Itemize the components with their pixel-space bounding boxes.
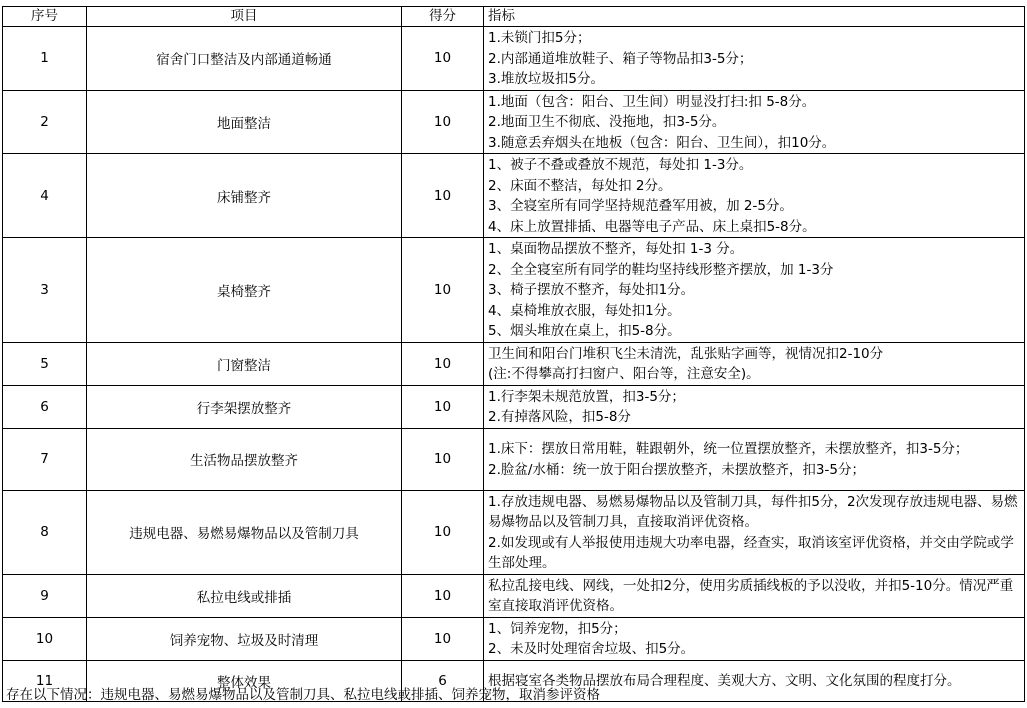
row-score: 10 bbox=[402, 154, 484, 238]
header-score: 得分 bbox=[402, 7, 484, 27]
row-item: 地面整洁 bbox=[87, 90, 402, 154]
row-criteria bbox=[484, 385, 1025, 428]
header-no: 序号 bbox=[3, 7, 87, 27]
criteria-line: 4、床上放置排插、电器等电子产品、床上桌扣5-8分。 bbox=[488, 218, 816, 235]
row-number: 11 bbox=[3, 660, 87, 701]
row-number: 9 bbox=[3, 574, 87, 617]
row-criteria bbox=[484, 342, 1025, 385]
table-body bbox=[3, 27, 1025, 702]
criteria-line: (注:不得攀高打扫窗户、阳台等，注意安全)。 bbox=[488, 366, 760, 382]
row-criteria bbox=[484, 27, 1025, 91]
row-number: 1 bbox=[3, 27, 87, 91]
criteria-line: 5、烟头堆放在桌上，扣5-8分。 bbox=[488, 323, 681, 339]
criteria-line: 2、床面不整洁，每处扣 2分。 bbox=[488, 177, 672, 194]
table-row bbox=[3, 342, 1025, 385]
row-criteria bbox=[484, 574, 1025, 617]
criteria-line: 1.未锁门扣5分； bbox=[488, 30, 591, 46]
row-criteria bbox=[484, 428, 1025, 490]
criteria-line: 2.如发现或有人举报使用违规大功率电器，经查实，取消该室评优资格，并交由学院或学生部处理。 bbox=[488, 534, 1014, 571]
criteria-line: 4、桌椅堆放衣服，每处扣1分。 bbox=[488, 302, 681, 319]
row-item: 生活物品摆放整齐 bbox=[87, 428, 402, 490]
row-number: 5 bbox=[3, 342, 87, 385]
row-criteria bbox=[484, 90, 1025, 154]
row-criteria bbox=[484, 238, 1025, 343]
row-number: 2 bbox=[3, 90, 87, 154]
row-score: 10 bbox=[402, 27, 484, 91]
row-criteria bbox=[484, 490, 1025, 574]
row-number: 6 bbox=[3, 385, 87, 428]
footer-note: 存在以下情况：违规电器、易燃易爆物品以及管制刀具、私拉电线或排插、饲养宠物，取消参评资格 bbox=[6, 687, 600, 703]
row-criteria bbox=[484, 617, 1025, 660]
criteria-line: 3.堆放垃圾扣5分。 bbox=[488, 71, 604, 87]
criteria-line: 3.随意丢弃烟头在地板（包含：阳台、卫生间），扣10分。 bbox=[488, 134, 836, 151]
criteria-line: 2.脸盆/水桶：统一放于阳台摆放整齐，未摆放整齐，扣3-5分； bbox=[488, 461, 865, 478]
row-number: 8 bbox=[3, 490, 87, 574]
row-item: 宿舍门口整洁及内部通道畅通 bbox=[87, 27, 402, 91]
criteria-line: 1.行李架未规范放置，扣3-5分； bbox=[488, 388, 685, 405]
criteria-line: 3、椅子摆放不整齐，每处扣1分。 bbox=[488, 282, 695, 298]
criteria-line: 1.存放违规电器、易燃易爆物品以及管制刀具，每件扣5分，2次发现存放违规电器、易燃易爆物品以及管制刀具，直接取消评优资格。 bbox=[488, 493, 1018, 530]
criteria-line: 2.内部通道堆放鞋子、箱子等物品扣3-5分； bbox=[488, 50, 753, 67]
table-row bbox=[3, 385, 1025, 428]
criteria-line: 根据寝室各类物品摆放布局合理程度、美观大方、文明、文化氛围的程度打分。 bbox=[488, 672, 961, 689]
row-item: 私拉电线或排插 bbox=[87, 574, 402, 617]
scoring-table bbox=[2, 6, 1025, 702]
row-item: 桌椅整齐 bbox=[87, 238, 402, 343]
row-number: 7 bbox=[3, 428, 87, 490]
row-score: 10 bbox=[402, 617, 484, 660]
row-score: 10 bbox=[402, 385, 484, 428]
row-item: 床铺整齐 bbox=[87, 154, 402, 238]
table-row bbox=[3, 90, 1025, 154]
row-item: 整体效果 bbox=[87, 660, 402, 701]
header-item: 项目 bbox=[87, 7, 402, 27]
criteria-line: 2.地面卫生不彻底、没拖地，扣3-5分。 bbox=[488, 114, 726, 130]
criteria-line: 1、桌面物品摆放不整齐，每处扣 1-3 分。 bbox=[488, 241, 744, 257]
row-score: 6 bbox=[402, 660, 484, 701]
table-row bbox=[3, 574, 1025, 617]
criteria-line: 2.有掉落风险，扣5-8分 bbox=[488, 409, 631, 425]
row-item: 行李架摆放整齐 bbox=[87, 385, 402, 428]
row-number: 10 bbox=[3, 617, 87, 660]
criteria-line: 1、饲养宠物，扣5分； bbox=[488, 620, 627, 637]
header-criteria: 指标 bbox=[484, 7, 1025, 27]
row-criteria bbox=[484, 154, 1025, 238]
row-number: 3 bbox=[3, 238, 87, 343]
header-row bbox=[3, 7, 1025, 27]
criteria-line: 2、全全寝室所有同学的鞋均坚持线形整齐摆放，加 1-3分 bbox=[488, 261, 834, 278]
criteria-line: 私拉乱接电线、网线，一处扣2分，使用劣质插线板的予以没收，并扣5-10分。情况严重室直接取消评优资格。 bbox=[488, 577, 1014, 614]
criteria-line: 卫生间和阳台门堆积飞尘未清洗，乱张贴字画等，视情况扣2-10分 bbox=[488, 345, 884, 362]
table-row bbox=[3, 238, 1025, 343]
table-row bbox=[3, 27, 1025, 91]
table-row bbox=[3, 490, 1025, 574]
row-score: 10 bbox=[402, 490, 484, 574]
criteria-line: 3、全寝室所有同学坚持规范叠军用被，加 2-5分。 bbox=[488, 198, 793, 214]
row-item: 违规电器、易燃易爆物品以及管制刀具 bbox=[87, 490, 402, 574]
table-row bbox=[3, 428, 1025, 490]
row-item: 饲养宠物、垃圾及时清理 bbox=[87, 617, 402, 660]
row-score: 10 bbox=[402, 90, 484, 154]
table-row bbox=[3, 154, 1025, 238]
table-row bbox=[3, 617, 1025, 660]
criteria-line: 1、被子不叠或叠放不规范，每处扣 1-3分。 bbox=[488, 157, 753, 173]
row-score: 10 bbox=[402, 428, 484, 490]
criteria-line: 1.地面（包含：阳台、卫生间）明显没打扫:扣 5-8分。 bbox=[488, 93, 816, 110]
row-item: 门窗整洁 bbox=[87, 342, 402, 385]
row-score: 10 bbox=[402, 238, 484, 343]
row-score: 10 bbox=[402, 574, 484, 617]
row-score: 10 bbox=[402, 342, 484, 385]
row-number: 4 bbox=[3, 154, 87, 238]
criteria-line: 1.床下：摆放日常用鞋，鞋跟朝外，统一位置摆放整齐，未摆放整齐，扣3-5分； bbox=[488, 441, 969, 457]
criteria-line: 2、未及时处理宿舍垃圾、扣5分。 bbox=[488, 641, 695, 657]
